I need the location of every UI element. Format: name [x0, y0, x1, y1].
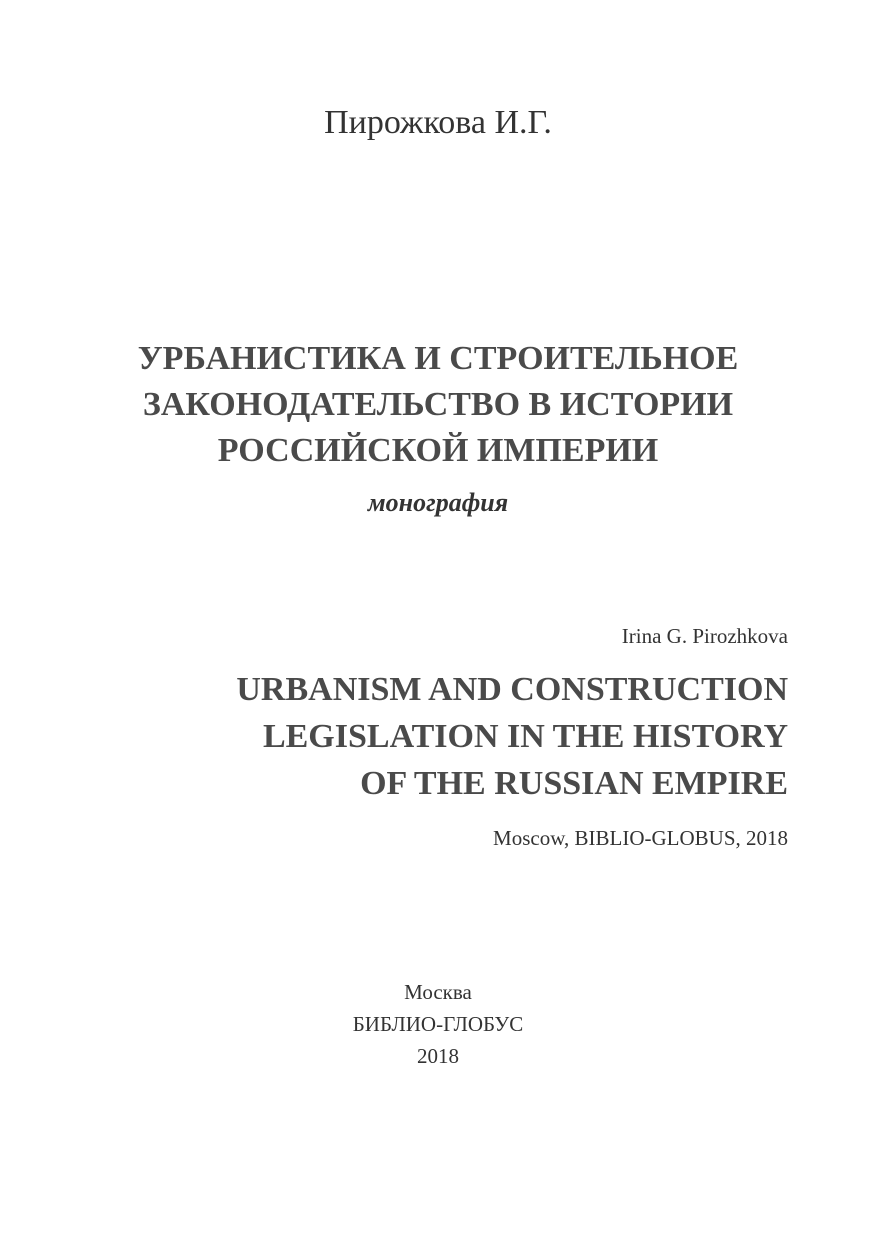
- title-en-line: OF THE RUSSIAN EMPIRE: [360, 765, 788, 802]
- book-title-ru: [0, 336, 876, 474]
- title-ru-line: РОССИЙСКОЙ ИМПЕРИИ: [217, 432, 659, 469]
- author-name-ru: Пирожкова И.Г.: [324, 104, 552, 141]
- publication-info-en: Moscow, BIBLIO-GLOBUS, 2018: [493, 826, 788, 850]
- imprint-city: Москва: [404, 980, 472, 1004]
- author-name-en: Irina G. Pirozhkova: [621, 624, 788, 648]
- imprint-publisher: БИБЛИО-ГЛОБУС: [352, 1012, 524, 1036]
- title-en-line: LEGISLATION IN THE HISTORY: [262, 718, 788, 755]
- title-en-line: URBANISM AND CONSTRUCTION: [236, 671, 788, 708]
- title-ru-line: УРБАНИСТИКА И СТРОИТЕЛЬНОЕ: [137, 340, 739, 377]
- imprint-year: 2018: [417, 1044, 459, 1068]
- imprint: [0, 976, 876, 1072]
- book-title-en: [236, 666, 788, 807]
- genre-label-ru: монография: [367, 488, 509, 517]
- title-ru-line: ЗАКОНОДАТЕЛЬСТВО В ИСТОРИИ: [142, 386, 734, 423]
